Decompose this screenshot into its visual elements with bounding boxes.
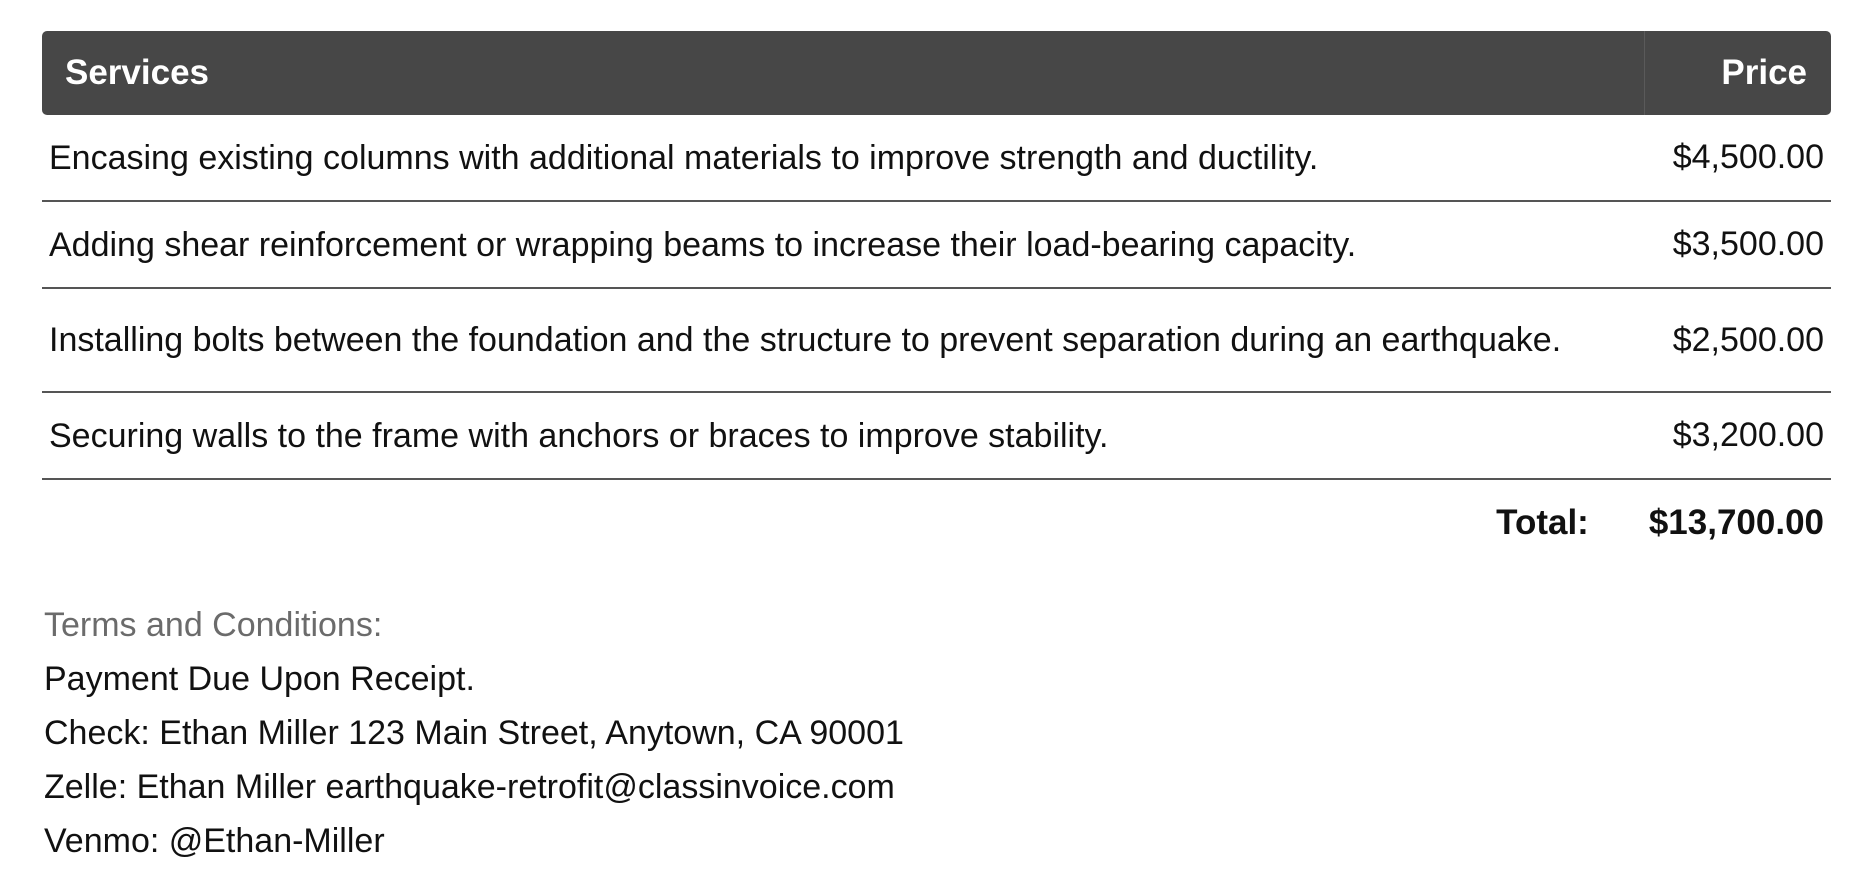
table-row — [42, 289, 1831, 393]
service-price: $4,500.00 — [1672, 138, 1824, 176]
total-value: $13,700.00 — [1648, 503, 1824, 542]
service-description: Adding shear reinforcement or wrapping beams to increase their load-bearing capacity. — [49, 225, 1357, 264]
service-description: Encasing existing columns with additional materials to improve strength and ductility. — [49, 138, 1319, 177]
table-row — [42, 202, 1831, 289]
service-price: $3,200.00 — [1672, 416, 1824, 454]
service-price: $3,500.00 — [1672, 225, 1824, 263]
terms-venmo-line: Venmo: @Ethan-Miller — [44, 822, 385, 860]
service-description: Securing walls to the frame with anchors or braces to improve stability. — [49, 416, 1109, 455]
table-row — [42, 393, 1831, 480]
terms-zelle-line: Zelle: Ethan Miller earthquake-retrofit@classinvoice.com — [44, 768, 895, 806]
terms-check-line: Check: Ethan Miller 123 Main Street, Anytown, CA 90001 — [44, 714, 904, 752]
terms-section — [44, 598, 904, 868]
total-label: Total: — [1496, 503, 1589, 542]
total-row — [42, 480, 1831, 566]
table-header — [42, 31, 1831, 115]
services-table — [42, 31, 1831, 566]
services-column-header: Services — [42, 31, 1645, 115]
service-description: Installing bolts between the foundation and the structure to prevent separation during an earthquake. — [49, 321, 1562, 359]
terms-payment-line: Payment Due Upon Receipt. — [44, 660, 475, 698]
price-column-header: Price — [1721, 53, 1807, 92]
terms-heading: Terms and Conditions: — [44, 606, 383, 644]
service-price: $2,500.00 — [1672, 320, 1824, 359]
table-row — [42, 115, 1831, 202]
